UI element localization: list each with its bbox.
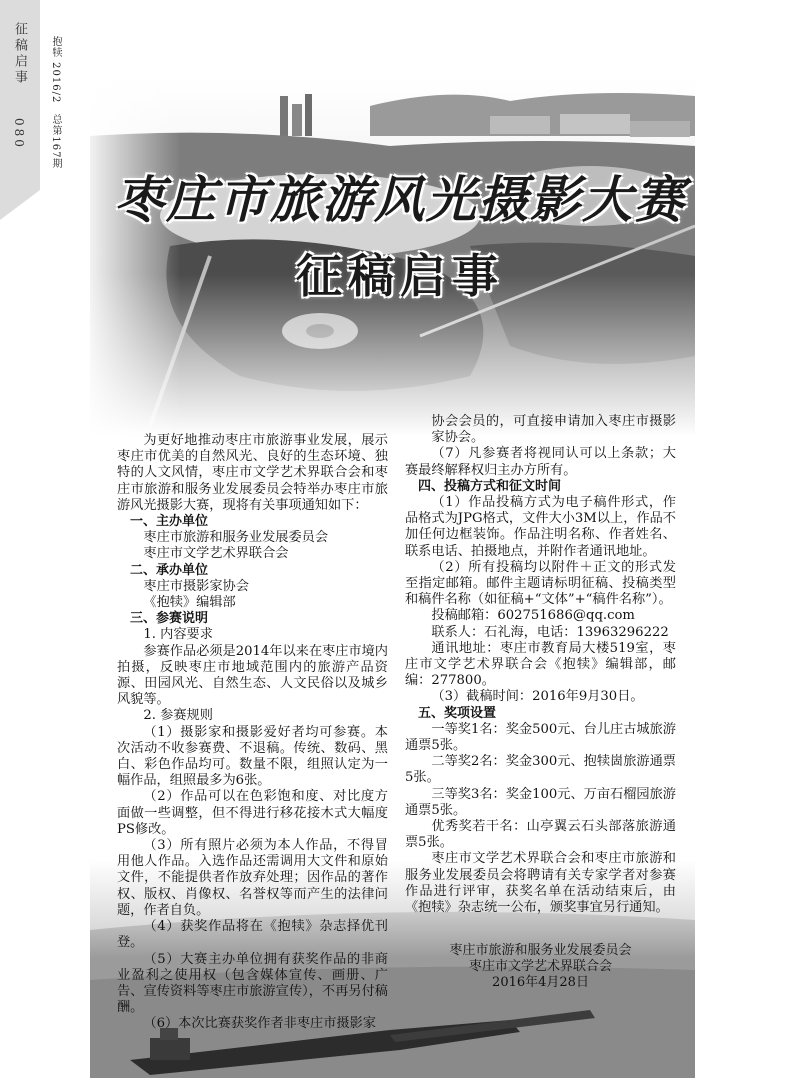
paragraph: （3）截稿时间：2016年9月30日。 — [431, 689, 644, 705]
paragraph: （4）获奖作品将在《抱犊》杂志择优刊登。 — [117, 919, 388, 951]
section-heading: 一、主办单位 — [130, 514, 209, 530]
paragraph: 为更好地推动枣庄市旅游事业发展，展示枣庄市优美的自然风光、良好的生态环境、独特的人文风情，枣庄市文学艺术界联合会和枣庄市旅游和服务业发展委员会特举办枣庄市旅游风光摄影大赛，现将有关事项通知如下： — [117, 433, 388, 513]
left-column — [117, 433, 388, 1033]
paragraph: （2）作品可以在色彩饱和度、对比度方面做一些调整，但不得进行移花接木式大幅度PS修改。 — [117, 789, 388, 837]
page-subtitle: 征稿启事 — [296, 249, 504, 303]
section-tag: 征稿启事 — [12, 22, 27, 86]
paragraph: 2. 参赛规则 — [143, 708, 213, 724]
paragraph: （1）摄影家和摄影爱好者均可参赛。本次活动不收参赛费、不退稿。传统、数码、黑白、彩色作品均可。数量不限，组照认定为一幅作品，组照最多为6张。 — [117, 724, 388, 789]
paragraph: 一等奖1名：奖金500元、台儿庄古城旅游通票5张。 — [405, 721, 676, 754]
paragraph: 二等奖2名：奖金300元、抱犊崮旅游通票5张。 — [405, 754, 676, 786]
right-column — [405, 414, 676, 916]
paragraph: （5）大赛主办单位拥有获奖作品的非商业盈利之使用权（包含媒体宣传、画册、广告、宣传资料等枣庄市旅游宣传），不再另付稿酬。 — [117, 951, 388, 1016]
signature-org-1: 枣庄市旅游和服务业发展委员会 — [449, 943, 632, 958]
paragraph: （7）凡参赛者将视同认可以上条款；大赛最终解释权归主办方所有。 — [405, 446, 676, 478]
paragraph: 投稿邮箱：602751686@qq.com — [431, 608, 635, 624]
paragraph: （6）本次比赛获奖作者非枣庄市摄影家 — [143, 1016, 376, 1032]
paragraph: 联系人：石礼海，电话：13963296222 — [431, 624, 669, 640]
paragraph: 通讯地址：枣庄市教育局大楼519室，枣庄市文学艺术界联合会《抱犊》编辑部，邮编：277800。 — [405, 640, 676, 689]
signature-date: 2016年4月28日 — [492, 975, 589, 990]
paragraph: 1. 内容要求 — [143, 627, 213, 643]
signature-block — [405, 943, 676, 991]
side-strip-fold — [0, 190, 40, 220]
paragraph: 枣庄市文学艺术界联合会 — [143, 546, 289, 562]
section-heading: 三、参赛说明 — [130, 611, 209, 627]
section-heading: 五、奖项设置 — [418, 705, 497, 721]
paragraph: 枣庄市旅游和服务业发展委员会 — [143, 530, 329, 546]
paragraph: 协会会员的，可直接申请加入枣庄市摄影家协会。 — [431, 414, 676, 446]
paragraph: 优秀奖若干名：山亭翼云石头部落旅游通票5张。 — [405, 819, 676, 851]
page-number: 080 — [12, 118, 26, 150]
section-heading: 二、承办单位 — [130, 562, 209, 578]
paragraph: 枣庄市摄影家协会 — [143, 578, 249, 594]
paragraph: （1）作品投稿方式为电子稿件形式，作品格式为JPG格式，文件大小3M以上，作品不加任何边框装饰。作品注明名称、作者姓名、联系电话、拍摄地点，并附作者通讯地址。 — [405, 495, 676, 559]
issue-info: 抱犊 2016/2 总第167期 — [50, 36, 61, 170]
signature-org-2: 枣庄市文学艺术界联合会 — [468, 959, 612, 974]
paragraph: 枣庄市文学艺术界联合会和枣庄市旅游和服务业发展委员会将聘请有关专家学者对参赛作品进行评审，获奖名单在活动结束后，由《抱犊》杂志统一公布，颁奖事宜另行通知。 — [405, 851, 676, 916]
paragraph: 参赛作品必须是2014年以来在枣庄市境内拍摄，反映枣庄市地域范围内的旅游产品资源、田园风光、自然生态、人文民俗以及城乡风貌等。 — [117, 643, 388, 708]
paragraph: 三等奖3名：奖金100元、万亩石榴园旅游通票5张。 — [405, 786, 676, 818]
section-heading: 四、投稿方式和征文时间 — [418, 478, 562, 494]
page-title: 枣庄市旅游风光摄影大赛 — [114, 170, 686, 229]
paragraph: 《抱犊》编辑部 — [143, 595, 236, 611]
paragraph: （3）所有照片必须为本人作品，不得冒用他人作品。入选作品还需调用大文件和原始文件，不能提供者作放弃处理；因作品的著作权、版权、肖像权、名誉权等而产生的法律问题，作者自负。 — [117, 838, 388, 918]
paragraph: （2）所有投稿均以附件＋正文的形式发至指定邮箱。邮件主题请标明征稿、投稿类型和稿件名称（如征稿+“文体”+“稿件名称”）。 — [405, 559, 676, 608]
